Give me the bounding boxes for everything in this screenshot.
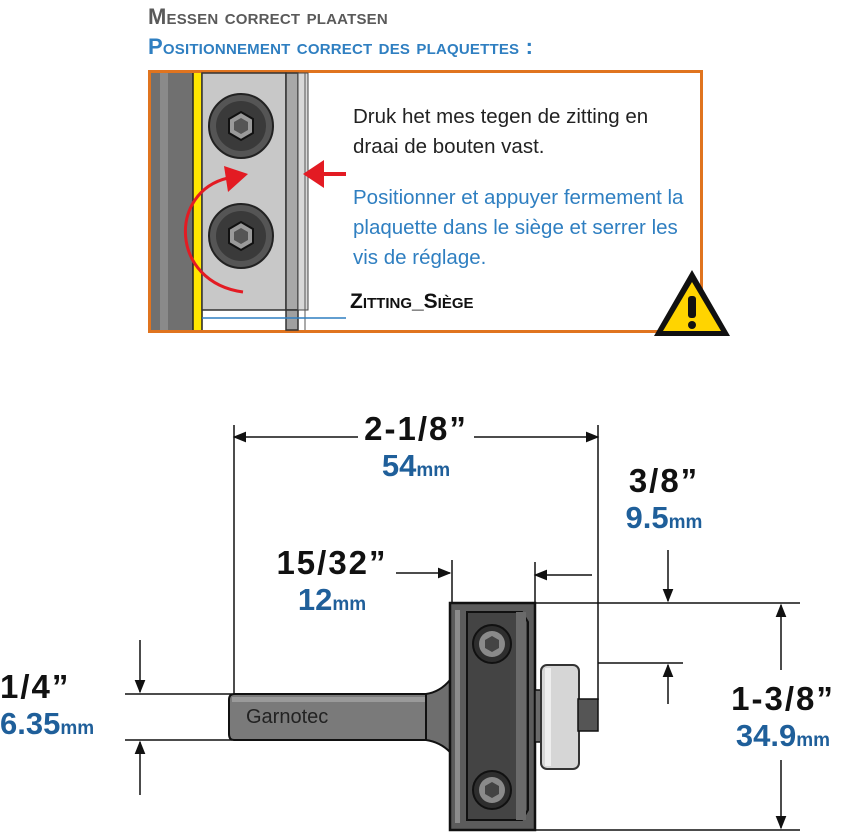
hex-bolt-icon xyxy=(209,204,273,268)
cutting-height-mm-value: 12 xyxy=(297,582,333,617)
overall-length-mm xyxy=(346,448,486,484)
shank-diameter-mm-value: 6.35 xyxy=(0,706,61,741)
instruction-dutch: Druk het mes tegen de zitting en draai de bouten vast. xyxy=(353,105,649,158)
cutting-diameter-mm-value: 34.9 xyxy=(735,718,797,753)
overall-length-label xyxy=(346,410,486,484)
seat-label: Zitting_Siège xyxy=(350,290,474,313)
shank-diameter-mm-unit: mm xyxy=(60,718,95,739)
cutting-diameter-mm-unit: mm xyxy=(796,730,831,751)
cutting-height-label xyxy=(262,544,402,618)
overall-length-mm-unit: mm xyxy=(416,460,451,481)
shank-diameter-label xyxy=(0,668,116,742)
instruction-french: Positionner et appuyer fermement la plaquette dans le siège et serrer les vis de réglage. xyxy=(353,186,684,269)
cutting-diameter-label xyxy=(724,680,842,754)
warning-triangle-icon xyxy=(654,270,730,336)
bearing-length-mm-value: 9.5 xyxy=(625,500,669,535)
bearing-length-inch: 3/8” xyxy=(628,462,700,499)
bearing-length-mm-unit: mm xyxy=(668,512,703,533)
overall-length-inch: 2-1/8” xyxy=(364,410,468,447)
title-french: Positionnement correct des plaquettes : xyxy=(148,34,534,59)
cutting-diameter-inch: 1-3/8” xyxy=(731,680,835,717)
cutting-height-inch: 15/32” xyxy=(276,544,388,581)
title-dutch: Messen correct plaatsen xyxy=(148,4,388,29)
cutting-height-mm xyxy=(262,582,402,618)
hex-bolt-icon xyxy=(209,94,273,158)
shank-diameter-mm xyxy=(0,706,116,742)
cutting-height-mm-unit: mm xyxy=(332,594,367,615)
bearing-length-label xyxy=(604,462,724,536)
overall-length-mm-value: 54 xyxy=(381,448,417,483)
cutting-diameter-mm xyxy=(724,718,842,754)
bearing-length-mm xyxy=(604,500,724,536)
red-arrow-icon xyxy=(303,160,346,188)
shank-diameter-inch: 1/4” xyxy=(0,668,71,705)
brand-label: Garnotec xyxy=(246,706,329,728)
